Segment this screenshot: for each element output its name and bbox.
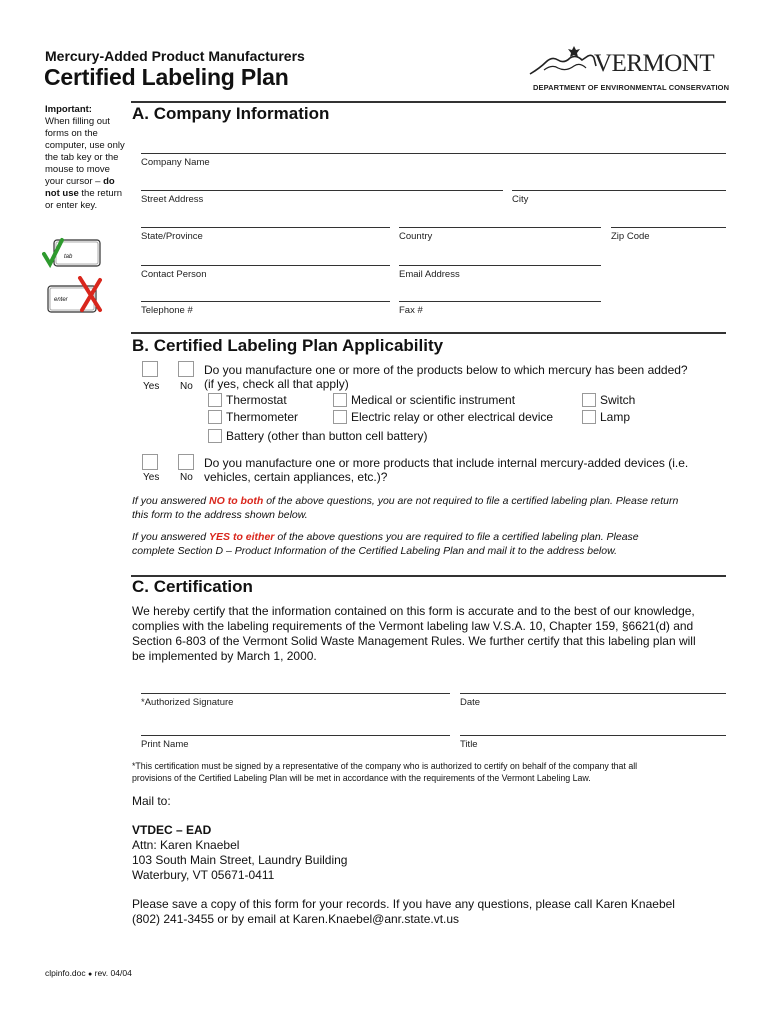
thermometer-label: Thermometer: [226, 410, 299, 424]
country-label: Country: [399, 231, 433, 242]
q2-text-line1: Do you manufacture one or more products that include internal mercury-added devices (i.e.: [204, 456, 689, 470]
company-name-field[interactable]: [141, 153, 726, 154]
form-title: Certified Labeling Plan: [44, 64, 289, 90]
certification-fine-print: [132, 760, 732, 784]
section-b-rule: [131, 332, 726, 334]
note1-a: If you answered: [132, 495, 210, 507]
side-note-heading: Important:: [45, 104, 92, 115]
form-supertitle: Mercury-Added Product Manufacturers: [45, 48, 305, 64]
q1-yes-label: Yes: [143, 381, 160, 392]
date-label: Date: [460, 697, 481, 708]
contact-label: Contact Person: [141, 269, 207, 280]
fax-label: Fax #: [399, 305, 423, 316]
title-label: Title: [460, 739, 478, 750]
footer-rev: rev. 04/04: [94, 968, 132, 978]
q1-yes-checkbox[interactable]: [142, 361, 158, 377]
address-attn: Attn: Karen Knaebel: [132, 838, 240, 852]
lamp-label: Lamp: [600, 410, 631, 424]
q1-text-line1: Do you manufacture one or more of the products below to which mercury has been added?: [204, 363, 688, 377]
zip-label: Zip Code: [611, 231, 650, 242]
cert-line-3: Section 6-803 of the Vermont Solid Waste Management Rules. We further certify that this labeling plan will: [132, 634, 696, 648]
switch-checkbox[interactable]: [582, 393, 596, 407]
company-name-label: Company Name: [141, 157, 210, 168]
q2-no-label: No: [180, 472, 193, 483]
note-yes-either: [132, 530, 732, 558]
certification-paragraph: [132, 604, 732, 664]
thermometer-checkbox[interactable]: [208, 410, 222, 424]
address-org: VTDEC – EAD: [132, 823, 212, 837]
cert-line-4: be implemented by March 1, 2000.: [132, 649, 317, 663]
q2-no-checkbox[interactable]: [178, 454, 194, 470]
thermostat-label: Thermostat: [226, 393, 287, 407]
side-note-text-a: When filling out forms on the computer, use only the tab key or the mouse to move your cursor –: [45, 116, 125, 187]
section-a-title: A. Company Information: [132, 104, 330, 123]
note2-red: YES to either: [209, 531, 275, 543]
side-note-bold: do not use: [45, 176, 115, 199]
note2-c: complete Section D – Product Information of the Certified Labeling Plan and mail it to the address below.: [132, 545, 618, 557]
country-field[interactable]: [399, 227, 601, 228]
tab-key-label: tab: [64, 254, 73, 260]
signature-label: *Authorized Signature: [141, 697, 234, 708]
address-city: Waterbury, VT 05671-0411: [132, 868, 275, 882]
battery-label: Battery (other than button cell battery): [226, 429, 428, 443]
city-field[interactable]: [512, 190, 726, 191]
print-name-field[interactable]: [141, 735, 450, 736]
note1-c: this form to the address shown below.: [132, 509, 308, 521]
logo-wordmark: VERMONT: [594, 50, 715, 77]
email-field[interactable]: [399, 265, 601, 266]
relay-checkbox[interactable]: [333, 410, 347, 424]
email-label: Email Address: [399, 269, 460, 280]
title-field[interactable]: [460, 735, 726, 736]
footer-bullet-icon: ●: [88, 971, 93, 978]
footer-file: clpinfo.doc: [45, 968, 86, 978]
save-line-1: Please save a copy of this form for your records. If you have any questions, please call Karen Knaebel: [132, 897, 675, 911]
lamp-checkbox[interactable]: [582, 410, 596, 424]
q1-no-checkbox[interactable]: [178, 361, 194, 377]
q1-no-label: No: [180, 381, 193, 392]
thermostat-checkbox[interactable]: [208, 393, 222, 407]
mail-to-label: Mail to:: [132, 794, 171, 808]
telephone-label: Telephone #: [141, 305, 193, 316]
telephone-field[interactable]: [141, 301, 390, 302]
note2-b: of the above questions you are required to file a certified labeling plan. Please: [274, 531, 639, 543]
cert-line-2: complies with the labeling requirements of the Vermont labeling law V.S.A. 10, Chapter 159, §6621(d) and: [132, 619, 694, 633]
tab-key-check-icon: [42, 236, 104, 272]
note2-a: If you answered: [132, 531, 210, 543]
fine-line-1: *This certification must be signed by a representative of the company who is authorized to certify on behalf of the company that all: [132, 761, 638, 771]
q2-yes-checkbox[interactable]: [142, 454, 158, 470]
state-label: State/Province: [141, 231, 203, 242]
street-address-field[interactable]: [141, 190, 503, 191]
state-field[interactable]: [141, 227, 390, 228]
medical-checkbox[interactable]: [333, 393, 347, 407]
signature-field[interactable]: [141, 693, 450, 694]
section-b-title: B. Certified Labeling Plan Applicability: [132, 336, 444, 355]
battery-checkbox[interactable]: [208, 429, 222, 443]
side-note-text-b: the return or enter key.: [45, 188, 123, 211]
switch-label: Switch: [600, 393, 636, 407]
note1-red: NO to both: [209, 495, 264, 507]
zip-field[interactable]: [611, 227, 726, 228]
enter-key-label: enter: [54, 297, 68, 303]
fine-line-2: provisions of the Certified Labeling Plan will be met in accordance with the requirements of the Vermont Labeling Law.: [132, 773, 591, 783]
date-field[interactable]: [460, 693, 726, 694]
section-a-rule: [131, 101, 726, 103]
medical-label: Medical or scientific instrument: [351, 393, 516, 407]
contact-field[interactable]: [141, 265, 390, 266]
save-copy-note: [132, 897, 732, 927]
save-line-2: (802) 241-3455 or by email at Karen.Knaebel@anr.state.vt.us: [132, 912, 460, 926]
print-name-label: Print Name: [141, 739, 189, 750]
fax-field[interactable]: [399, 301, 601, 302]
mailing-address: [132, 823, 347, 883]
section-c-title: C. Certification: [132, 577, 253, 596]
footer: [45, 968, 132, 978]
cert-line-1: We hereby certify that the information contained on this form is accurate and to the best of our knowledge,: [132, 604, 695, 618]
city-label: City: [512, 194, 529, 205]
note1-b: of the above questions, you are not required to file a certified labeling plan. Please return: [263, 495, 679, 507]
side-note: [45, 104, 127, 212]
enter-key-x-icon: [44, 276, 106, 316]
q1-text-line2: (if yes, check all that apply): [204, 377, 349, 391]
relay-label: Electric relay or other electrical device: [351, 410, 554, 424]
logo-department: DEPARTMENT OF ENVIRONMENTAL CONSERVATION: [533, 83, 730, 92]
q2-text-line2: vehicles, certain appliances, etc.)?: [204, 470, 388, 484]
note-no-both: [132, 494, 732, 522]
q2-yes-label: Yes: [143, 472, 160, 483]
address-street: 103 South Main Street, Laundry Building: [132, 853, 348, 867]
street-address-label: Street Address: [141, 194, 204, 205]
